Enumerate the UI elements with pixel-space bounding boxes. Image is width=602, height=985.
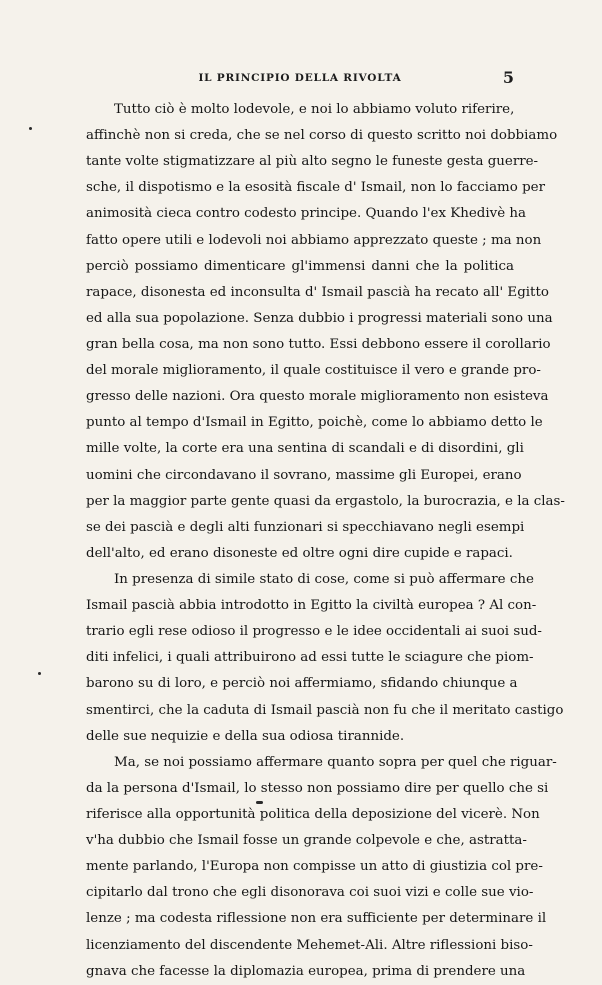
text-line: gnava che facesse la diplomazia europea, prima di prendere una	[86, 963, 526, 979]
text-line: cipitarlo dal trono che egli disonorava coi suoi vizi e colle sue vio-	[86, 885, 534, 901]
text-line: delle sue nequizie e della sua odiosa tirannide.	[86, 728, 405, 744]
text-line: sche, il dispotismo e la esosità fiscale d' Ismail, non lo facciamo per	[86, 180, 545, 196]
text-line: barono su di loro, e perciò noi affermiamo, sfidando chiunque a	[86, 676, 518, 692]
text-line: smentirci, che la caduta di Ismail pascià non fu che il meritato castigo	[86, 702, 564, 718]
text-line: lenze ; ma codesta riflessione non era sufficiente per determinare il	[86, 911, 547, 927]
text-line: mille volte, la corte era una sentina di scandali e di disordini, gli	[86, 441, 524, 457]
text-line: uomini che circondavano il sovrano, massime gli Europei, erano	[86, 467, 522, 483]
text-line: animosità cieca contro codesto principe. Quando l'ex Khedivè ha	[86, 206, 527, 222]
running-header	[86, 68, 514, 88]
text-line: In presenza di simile stato di cose, come si può affermare che	[114, 571, 534, 587]
running-title: IL PRINCIPIO DELLA RIVOLTA	[198, 72, 402, 84]
scan-speck	[256, 801, 263, 804]
text-line: licenziamento del discendente Mehemet-Ali. Altre riflessioni biso-	[86, 937, 533, 953]
text-line: Tutto ciò è molto lodevole, e noi lo abbiamo voluto riferire,	[114, 102, 515, 117]
text-line: del morale miglioramento, il quale costituisce il vero e grande pro-	[86, 363, 541, 379]
body-text	[86, 97, 565, 985]
text-line: gran bella cosa, ma non sono tutto. Essi debbono essere il corollario	[86, 336, 551, 352]
text-line: tante volte stigmatizzare al più alto segno le funeste gesta guerre-	[86, 154, 539, 170]
text-line: fatto opere utili e lodevoli noi abbiamo apprezzato queste ; ma non	[86, 232, 542, 248]
text-line: diti infelici, i quali attribuirono ad essi tutte le sciagure che piom-	[86, 650, 534, 666]
text-line: perciò possiamo dimenticare gl'immensi danni che la politica	[86, 258, 514, 274]
text-line: dell'alto, ed erano disoneste ed oltre ogni dire cupide e rapaci.	[86, 545, 513, 561]
text-line: da la persona d'Ismail, lo stesso non possiamo dire per quello che si	[86, 780, 549, 796]
scan-speck	[38, 672, 41, 675]
text-line: trario egli rese odioso il progresso e le idee occidentali ai suoi sud-	[86, 624, 542, 640]
text-line: riferisce alla opportunità politica della deposizione del vicerè. Non	[86, 806, 540, 822]
text-line: Ma, se noi possiamo affermare quanto sopra per quel che riguar-	[114, 754, 557, 770]
scan-speck	[29, 127, 32, 130]
text-line: per la maggior parte gente quasi da ergastolo, la burocrazia, e la clas-	[86, 493, 565, 509]
text-line: se dei pascià e degli alti funzionari si specchiavano negli esempi	[86, 519, 525, 535]
text-line: affinchè non si creda, che se nel corso di questo scritto noi dobbiamo	[86, 128, 558, 144]
page-number: 5	[502, 68, 514, 87]
text-line: gresso delle nazioni. Ora questo morale miglioramento non esisteva	[86, 389, 549, 405]
text-line: Ismail pascià abbia introdotto in Egitto la civiltà europea ? Al con-	[86, 598, 537, 614]
text-line: ed alla sua popolazione. Senza dubbio i progressi materiali sono una	[86, 310, 553, 326]
text-line: rapace, disonesta ed inconsulta d' Ismail pascià ha recato all' Egitto	[86, 284, 549, 300]
text-line: punto al tempo d'Ismail in Egitto, poichè, come lo abbiamo detto le	[86, 415, 543, 431]
text-line: mente parlando, l'Europa non compisse un atto di giustizia col pre-	[86, 859, 543, 875]
text-line: v'ha dubbio che Ismail fosse un grande colpevole e che, astratta-	[86, 833, 527, 849]
